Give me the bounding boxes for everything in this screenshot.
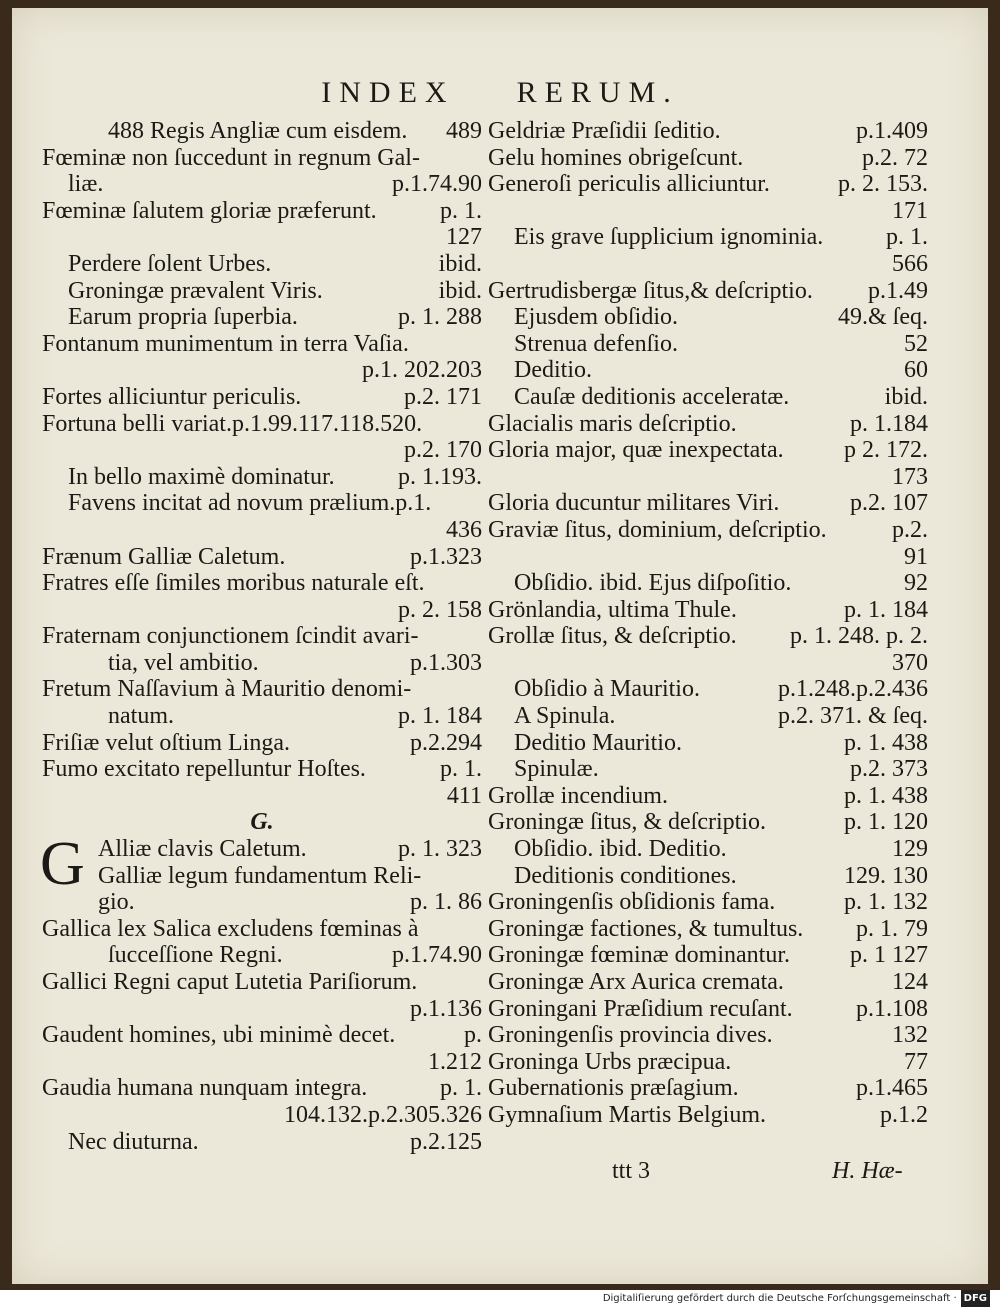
entry-text: Obſidio. ibid. Ejus diſpoſitio. [514, 570, 792, 597]
entry-page-ref: 124 [892, 969, 928, 995]
entry-page-ref: p. 1. 438 [844, 782, 928, 809]
entry-text: Gaudent homines, ubi minimè decet. [42, 1022, 396, 1049]
entry-text: Gymnaſium Martis Belgium. [488, 1101, 766, 1128]
index-entry [488, 171, 928, 198]
index-entry [488, 809, 928, 836]
index-entry [42, 198, 482, 225]
entry-text: Groningæ Arx Aurica cremata. [488, 969, 784, 995]
drop-capital: G [40, 830, 85, 899]
index-entry [488, 889, 928, 916]
entry-text: Groningæ prævalent Viris. [68, 277, 323, 304]
entry-page-ref: 370 [892, 649, 928, 676]
entry-page-ref: p. 1. 120 [844, 809, 928, 836]
signature-mark: ttt 3 [612, 1158, 651, 1184]
entry-text: Gloria ducuntur militares Viri. [488, 490, 780, 517]
entry-text: Groningani Præſidium recuſant. [488, 995, 793, 1022]
entry-page-ref: p.1.323 [410, 543, 482, 570]
credit-text: Digitaliſierung gefördert durch die Deutsche Forſchungsgemeinschaft · [602, 1293, 957, 1304]
entry-text: Grollæ incendium. [488, 782, 668, 809]
entry-page-ref: p.2. 107 [850, 490, 928, 517]
index-entry [488, 836, 928, 863]
entry-page-ref: ibid. [438, 277, 482, 304]
index-column-right [488, 118, 928, 1129]
entry-page-ref: p.2.125 [410, 1128, 482, 1155]
entry-text: Friſiæ velut oſtium Linga. [42, 729, 290, 756]
index-entry [488, 437, 928, 464]
index-column-left [42, 118, 482, 1155]
entry-page-ref: p. 1.184 [850, 410, 928, 437]
index-entry [42, 570, 482, 597]
entry-text: Earum propria ſuperbia. [68, 304, 298, 331]
entry-text: G. [250, 809, 274, 836]
entry-page-ref: 92 [904, 570, 928, 597]
index-entry [42, 384, 482, 411]
entry-page-ref: 566 [892, 250, 928, 277]
entry-text: Fortuna belli variat.p.1.99.117.118.520. [42, 410, 423, 437]
index-entry [42, 1075, 482, 1102]
entry-text: Alliæ clavis Caletum. [98, 836, 307, 863]
index-entry [488, 703, 928, 730]
index-entry [488, 1102, 928, 1129]
entry-page-ref: p. 2. 158 [398, 596, 482, 623]
entry-text: Gaudia humana nunquam integra. [42, 1075, 368, 1102]
index-entry [42, 597, 482, 624]
index-entry [488, 650, 928, 677]
entry-text: Strenua defenſio. [514, 330, 678, 357]
entry-page-ref: p.2. 170 [404, 437, 482, 464]
index-entry [42, 676, 482, 703]
entry-text: Fœminæ ſalutem gloriæ præferunt. [42, 197, 377, 224]
entry-text: Obſidio à Mauritio. [514, 676, 700, 703]
index-entry [42, 251, 482, 278]
index-entry [488, 756, 928, 783]
index-entry [42, 278, 482, 305]
index-entry [488, 464, 928, 491]
entry-text: Fraternam conjunctionem ſcindit avari- [42, 623, 419, 650]
entry-text: Groningenſis obſidionis fama. [488, 889, 776, 916]
entry-text: Graviæ ſitus, dominium, deſcriptio. [488, 516, 827, 543]
entry-page-ref: p. 1. 79 [856, 915, 928, 942]
entry-page-ref: p.2. 371. & ſeq. [778, 703, 928, 730]
entry-page-ref: p 2. 172. [844, 437, 928, 464]
entry-page-ref: 171 [892, 197, 928, 224]
entry-page-ref: p.1.2 [880, 1101, 928, 1128]
index-entry [42, 357, 482, 384]
index-entry [42, 703, 482, 730]
entry-text: Fœminæ non ſuccedunt in regnum Gal- [42, 144, 420, 171]
index-entry [488, 357, 928, 384]
entry-page-ref: p. 2. 153. [838, 171, 928, 198]
entry-page-ref: p. 1. 132 [844, 889, 928, 916]
entry-text: Favens incitat ad novum prælium.p.1. [68, 490, 432, 517]
index-entry [488, 916, 928, 943]
entry-page-ref: 132 [892, 1022, 928, 1049]
entry-text: Grollæ ſitus, & deſcriptio. [488, 623, 737, 650]
entry-text: natum. [108, 703, 174, 730]
entry-page-ref: p.1.136 [410, 995, 482, 1022]
entry-page-ref: p. 1. [440, 1075, 482, 1102]
index-entry [488, 863, 928, 890]
entry-page-ref: p.1.108 [856, 995, 928, 1022]
entry-text: A Spinula. [514, 703, 616, 730]
index-entry [42, 437, 482, 464]
entry-page-ref: p. 1. 184 [844, 596, 928, 623]
entry-text: Gubernationis præſagium. [488, 1075, 739, 1102]
index-entry [42, 969, 482, 996]
index-entry [488, 942, 928, 969]
index-entry [488, 490, 928, 517]
entry-page-ref: 49.& ſeq. [838, 304, 928, 331]
entry-text: tia, vel ambitio. [108, 649, 259, 676]
entry-page-ref: 127 [446, 224, 482, 251]
index-entry [42, 916, 482, 943]
index-entry [488, 517, 928, 544]
index-entry [42, 171, 482, 198]
entry-text: Gertrudisbergæ ſitus,& deſcriptio. [488, 277, 813, 304]
dfg-logo: DFG [961, 1290, 990, 1307]
entry-text: Fratres eſſe ſimiles moribus naturale eſt. [42, 570, 425, 597]
index-entry [42, 118, 482, 145]
index-entry [488, 570, 928, 597]
index-entry [42, 224, 482, 251]
index-entry [42, 331, 482, 358]
entry-page-ref: p.1. 202.203 [362, 357, 482, 384]
index-entry [488, 623, 928, 650]
index-entry [488, 118, 928, 145]
entry-text: Grönlandia, ultima Thule. [488, 596, 737, 623]
entry-text: Ejusdem obſidio. [514, 304, 678, 331]
entry-page-ref: p. 1. 288 [398, 304, 482, 331]
header-left: INDEX [321, 76, 455, 109]
entry-text: Fretum Naſſavium à Mauritio denomi- [42, 676, 412, 703]
index-entry [42, 730, 482, 757]
entry-text: In bello maximè dominatur. [68, 463, 335, 490]
index-entry [488, 384, 928, 411]
index-entry [42, 411, 482, 438]
book-page [12, 8, 988, 1284]
entry-page-ref: 77 [904, 1048, 928, 1075]
index-entry [488, 996, 928, 1023]
entry-text: Eis grave ſupplicium ignominia. [514, 224, 824, 251]
index-entry [488, 145, 928, 172]
index-entry [42, 490, 482, 517]
entry-page-ref: p.2. 373 [850, 756, 928, 783]
entry-text: Gelu homines obrigeſcunt. [488, 144, 744, 171]
entry-text: Nec diuturna. [68, 1128, 199, 1155]
entry-text: Deditio Mauritio. [514, 729, 682, 756]
entry-page-ref: 436 [446, 516, 482, 543]
entry-text: Generoſi periculis alliciuntur. [488, 171, 770, 198]
entry-page-ref: p. 1. 248. p. 2. [790, 623, 928, 650]
entry-page-ref: p.1.409 [856, 118, 928, 144]
entry-text: Frænum Galliæ Caletum. [42, 543, 286, 570]
entry-page-ref: p. 1. [440, 756, 482, 783]
entry-text: liæ. [68, 171, 104, 198]
index-entry [42, 756, 482, 783]
index-entry [42, 623, 482, 650]
index-entry [42, 996, 482, 1023]
entry-text: Fumo excitato repelluntur Hoſtes. [42, 756, 366, 783]
entry-text: Fortes alliciuntur periculis. [42, 383, 302, 410]
entry-page-ref: p.1.303 [410, 649, 482, 676]
index-entry [42, 1022, 482, 1049]
entry-page-ref: p. 1. [440, 197, 482, 224]
header-right: RERUM. [516, 76, 679, 109]
entry-text: Groningæ factiones, & tumultus. [488, 915, 804, 942]
index-entry [42, 1129, 482, 1156]
index-entry [42, 650, 482, 677]
index-entry [42, 544, 482, 571]
index-entry [42, 942, 482, 969]
entry-text: Groningæ ſitus, & deſcriptio. [488, 809, 766, 836]
entry-text: Geldriæ Præſidii ſeditio. [488, 118, 721, 144]
entry-page-ref: p. 1. [886, 224, 928, 251]
index-entry [488, 597, 928, 624]
entry-text: Groningæ fœminæ dominantur. [488, 942, 790, 969]
index-entry [488, 783, 928, 810]
entry-page-ref: p. 1. 184 [398, 703, 482, 730]
entry-text: Gloria major, quæ inexpectata. [488, 437, 784, 464]
index-entry [42, 889, 482, 916]
index-entry [488, 411, 928, 438]
running-header [12, 76, 988, 110]
entry-text: Gallici Regni caput Lutetia Pariſiorum. [42, 969, 418, 995]
entry-page-ref: 104.132.p.2.305.326 [284, 1101, 482, 1128]
entry-page-ref: 411 [446, 782, 482, 809]
index-entry [488, 304, 928, 331]
entry-page-ref: p. 1 127 [850, 942, 928, 969]
entry-page-ref: 173 [892, 463, 928, 490]
index-entry [488, 969, 928, 996]
entry-text: ſucceſſione Regni. [108, 942, 283, 969]
entry-page-ref: p. 1. 438 [844, 729, 928, 756]
entry-text: Glacialis maris deſcriptio. [488, 410, 737, 437]
index-entry [488, 198, 928, 225]
entry-text: Groninga Urbs præcipua. [488, 1048, 732, 1075]
index-entry [488, 1049, 928, 1076]
index-entry [488, 676, 928, 703]
entry-page-ref: 91 [904, 543, 928, 570]
entry-page-ref: p. 1.193. [398, 463, 482, 490]
entry-page-ref: p. 1. 323 [398, 836, 482, 863]
entry-text: gio. [98, 889, 135, 916]
entry-text: Spinulæ. [514, 756, 599, 783]
index-entry [42, 1049, 482, 1076]
entry-page-ref: p. [464, 1022, 482, 1049]
index-entry [42, 783, 482, 810]
entry-page-ref: p.1.49 [868, 277, 928, 304]
entry-page-ref: 129. 130 [844, 862, 928, 889]
entry-text: 488 Regis Angliæ cum eisdem. [108, 118, 408, 144]
entry-text: Fontanum munimentum in terra Vaſia. [42, 330, 409, 357]
entry-page-ref: ibid. [884, 383, 928, 410]
entry-text: Obſidio. ibid. Deditio. [514, 836, 727, 863]
index-entry [42, 809, 482, 836]
entry-page-ref: ibid. [438, 250, 482, 277]
index-entry [488, 251, 928, 278]
entry-page-ref: 60 [904, 357, 928, 384]
index-entry [488, 331, 928, 358]
index-entry [42, 1102, 482, 1129]
index-entry [488, 1075, 928, 1102]
catchword: H. Hæ- [832, 1158, 903, 1184]
index-entry [488, 544, 928, 571]
entry-text: Deditio. [514, 357, 592, 384]
entry-page-ref: 129 [892, 836, 928, 863]
index-entry [42, 145, 482, 172]
entry-page-ref: p.1.74.90 [392, 171, 482, 198]
entry-text: Perdere ſolent Urbes. [68, 250, 272, 277]
entry-text: Groningenſis provincia dives. [488, 1022, 773, 1049]
entry-text: Deditionis conditiones. [514, 862, 737, 889]
entry-page-ref: p.1.248.p.2.436 [778, 676, 928, 703]
index-entry [42, 304, 482, 331]
index-entry [488, 730, 928, 757]
index-entry [488, 1022, 928, 1049]
entry-page-ref: 489 [446, 118, 482, 144]
index-entry [42, 517, 482, 544]
entry-text: Galliæ legum fundamentum Reli- [98, 862, 422, 889]
entry-page-ref: p. 1. 86 [410, 889, 482, 916]
entry-text: Gallica lex Salica excludens fœminas à [42, 915, 419, 942]
entry-page-ref: p.2. [892, 516, 928, 543]
entry-text: Cauſæ deditionis acceleratæ. [514, 383, 790, 410]
entry-page-ref: 1.212 [428, 1048, 482, 1075]
entry-page-ref: 52 [904, 330, 928, 357]
index-entry [488, 224, 928, 251]
entry-page-ref: p.1.74.90 [392, 942, 482, 969]
entry-page-ref: p.1.465 [856, 1075, 928, 1102]
digitization-credit [590, 1290, 990, 1307]
entry-page-ref: p.2.294 [410, 729, 482, 756]
index-entry [42, 863, 482, 890]
index-entry [488, 278, 928, 305]
index-entry [42, 464, 482, 491]
entry-page-ref: p.2. 72 [862, 144, 928, 171]
entry-page-ref: p.2. 171 [404, 383, 482, 410]
